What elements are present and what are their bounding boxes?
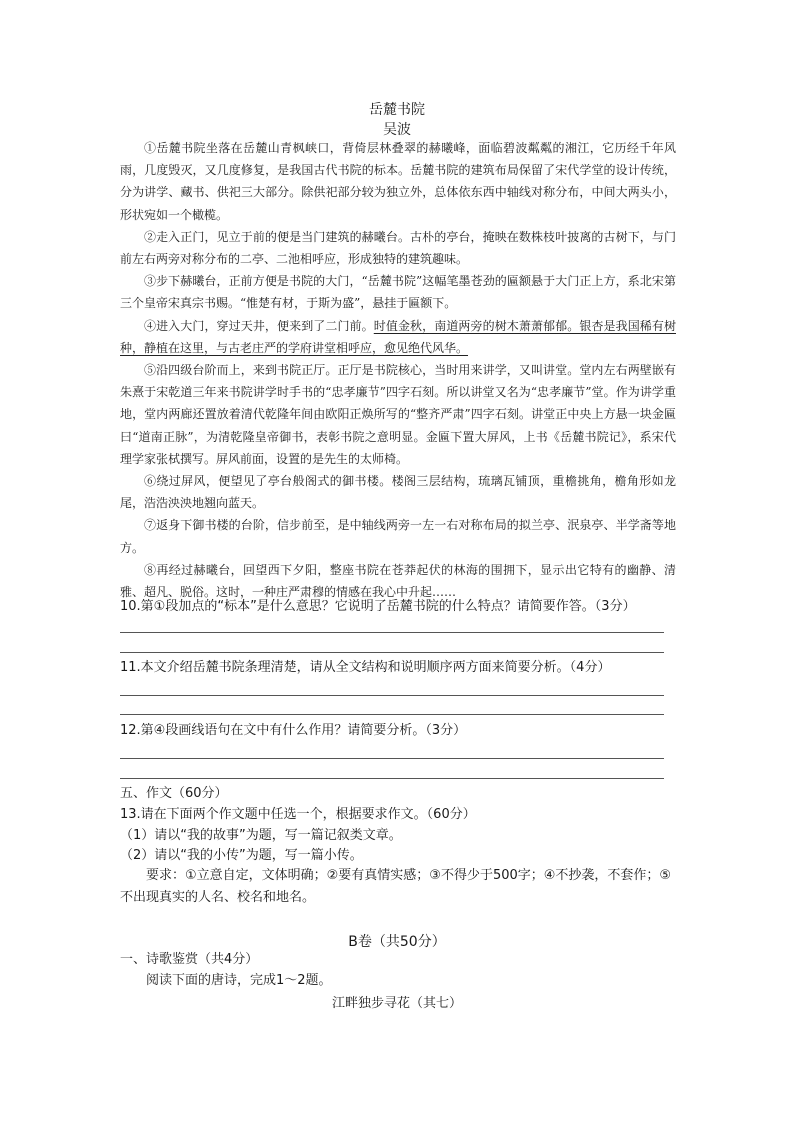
paragraph-6: ⑥绕过屏风，便望见了亭台般阁式的御书楼。楼阁三层结构，琉璃瓦铺顶，重檐挑角，檐角形如龙尾，浩浩泱泱地翘向蓝天。 bbox=[120, 474, 676, 511]
answer-line[interactable] bbox=[120, 652, 664, 653]
essay-option-1: （1）请以“我的故事”为题，写一篇记叙类文章。 bbox=[120, 828, 402, 843]
paragraph-5: ⑤沿四级台阶而上，来到书院正厅。正厅是书院核心，当时用来讲学，又叫讲堂。堂内左右两壁嵌有朱熹于宋乾道三年来书院讲学时手书的“忠孝廉节”四字石刻。所以讲堂又名为“忠孝廉节”堂。作为讲学重地，堂内两廊还置放着清代乾隆年间由欧阳正焕所写的“整齐严肃”四字石刻。讲堂正中央上方悬一块金匾曰“道南正脉”，为清乾隆皇帝御书，表彰书院之意明显。金匾下置大屏风，上书《岳麓书院记》，系宋代理学家张栻撰写。屏风前面，设置的是先生的太师椅。 bbox=[120, 363, 676, 466]
poem-title: 江畔独步寻花（其七） bbox=[331, 996, 462, 1011]
paragraph-4 bbox=[120, 315, 676, 359]
paragraph-3: ③步下赫曦台，正前方便是书院的大门，“岳麓书院”这幅笔墨苍劲的匾额悬于大门正上方，系北宋第三个皇帝宋真宗书赐。“惟楚有材，于斯为盛”，悬挂于匾额下。 bbox=[120, 274, 676, 311]
paragraph-7: ⑦返身下御书楼的台阶，信步前至，是中轴线两旁一左一右对称布局的拟兰亭、泯泉亭、半学斋等地方。 bbox=[120, 518, 676, 555]
section-5-heading: 五、作文（60分） bbox=[120, 786, 228, 801]
poetry-instruction: 阅读下面的唐诗，完成1～2题。 bbox=[146, 973, 332, 988]
paragraph-2: ②走入正门，见立于前的便是当门建筑的赫曦台。古朴的亭台，掩映在数株枝叶披离的古树下，与门前左右两旁对称分布的二亭、二池相呼应，形成独特的建筑趣味。 bbox=[120, 229, 676, 267]
answer-line[interactable] bbox=[120, 695, 664, 696]
essay-requirements: 要求：①立意自定，文体明确；②要有真情实感；③不得少于500字；④不抄袭，不套作；⑤不出现真实的人名、校名和地名。 bbox=[120, 868, 672, 905]
answer-line[interactable] bbox=[120, 778, 664, 779]
question-13: 13.请在下面两个作文题中任选一个，根据要求作文。（60分） bbox=[120, 807, 476, 822]
part-b-heading: B卷（共50分） bbox=[348, 934, 446, 950]
answer-line[interactable] bbox=[120, 632, 664, 633]
essay-author: 吴波 bbox=[383, 122, 411, 138]
paragraph-1: ①岳麓书院坐落在岳麓山青枫峡口，背倚层林叠翠的赫曦峰，面临碧波粼粼的湘江，它历经千年风雨，几度毁灭，又几度修复，是我国古代书院的标本。岳麓书院的建筑布局保留了宋代学堂的设计传统，分为讲学、藏书、供祀三大部分。除供祀部分较为独立外，总体依东西中轴线对称分布，中间大两头小，形状宛如一个橄榄。 bbox=[120, 141, 676, 222]
paragraph-8: ⑧再经过赫曦台，回望西下夕阳，整座书院在苍莽起伏的林海的围拥下，显示出它特有的幽静、清雅、超凡、脱俗。这时，一种庄严肃穆的情感在我心中升起…… bbox=[120, 562, 676, 600]
essay-title: 岳麓书院 bbox=[369, 102, 425, 118]
essay-option-2: （2）请以“我的小传”为题，写一篇小传。 bbox=[120, 848, 363, 863]
poetry-section-heading: 一、诗歌鉴赏（共4分） bbox=[120, 952, 259, 967]
answer-line[interactable] bbox=[120, 714, 664, 715]
essay-body bbox=[120, 137, 676, 603]
paragraph-4-intro: ④进入大门，穿过天井，便来到了二门前。 bbox=[144, 318, 374, 333]
question-11: 11.本文介绍岳麓书院条理清楚，请从全文结构和说明顺序两方面来简要分析。（4分） bbox=[120, 660, 611, 675]
question-10: 10.第①段加点的“标本”是什么意思？它说明了岳麓书院的什么特点？请简要作答。（3分） bbox=[120, 599, 636, 614]
answer-line[interactable] bbox=[120, 758, 664, 759]
underlined-sentence: 时值金秋，南道两旁的树木萧萧郁郁。银杏是我国稀有树种，静植在这里，与古老庄严的学府讲堂相呼应，愈见绝代风华。 bbox=[120, 318, 676, 355]
question-12: 12.第④段画线语句在文中有什么作用？请简要分析。（3分） bbox=[120, 723, 467, 738]
